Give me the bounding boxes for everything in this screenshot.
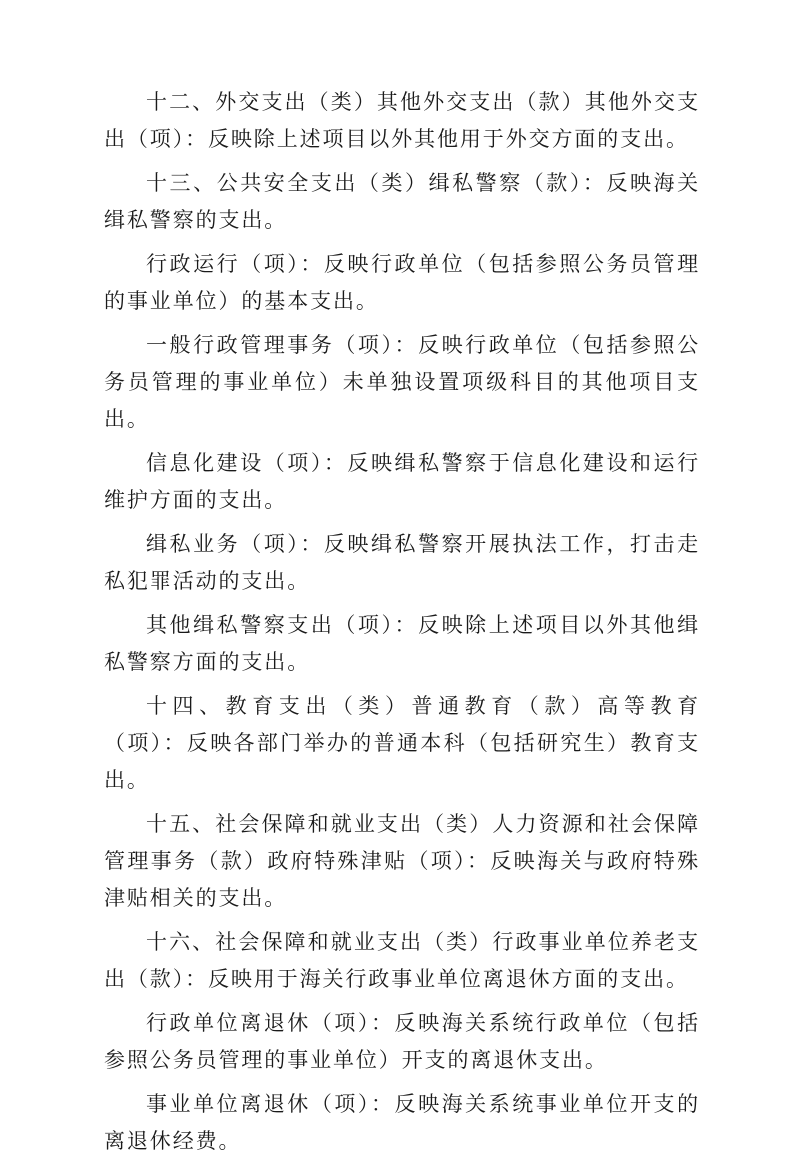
paragraph-public-institution-retirement: 事业单位离退休（项）：反映海关系统事业单位开支的离退休经费。 [104,1092,700,1153]
paragraph-general-administration: 一般行政管理事务（项）：反映行政单位（包括参照公务员管理的事业单位）未单独设置项级科目的其他项目支出。 [104,333,700,431]
paragraph-other-anti-smuggling: 其他缉私警察支出（项）：反映除上述项目以外其他缉私警察方面的支出。 [104,613,700,674]
paragraph-anti-smuggling-business: 缉私业务（项）：反映缉私警察开展执法工作，打击走私犯罪活动的支出。 [104,532,700,593]
paragraph-informatization: 信息化建设（项）：反映缉私警察于信息化建设和运行维护方面的支出。 [104,451,700,512]
paragraph-social-security-allowance: 十五、社会保障和就业支出（类）人力资源和社会保障管理事务（款）政府特殊津贴（项）：反映海关与政府特殊津贴相关的支出。 [104,812,700,910]
paragraph-administrative-operation: 行政运行（项）：反映行政单位（包括参照公务员管理的事业单位）的基本支出。 [104,252,700,313]
paragraph-social-security-pension: 十六、社会保障和就业支出（类）行政事业单位养老支出（款）：反映用于海关行政事业单位离退休方面的支出。 [104,930,700,991]
paragraph-education: 十四、教育支出（类）普通教育（款）高等教育（项）：反映各部门举办的普通本科（包括研究生）教育支出。 [104,694,700,792]
paragraph-administrative-retirement: 行政单位离退休（项）：反映海关系统行政单位（包括参照公务员管理的事业单位）开支的离退休支出。 [104,1011,700,1072]
paragraph-foreign-affairs: 十二、外交支出（类）其他外交支出（款）其他外交支出（项）：反映除上述项目以外其他用于外交方面的支出。 [104,90,700,151]
paragraph-public-security: 十三、公共安全支出（类）缉私警察（款）：反映海关缉私警察的支出。 [104,171,700,232]
